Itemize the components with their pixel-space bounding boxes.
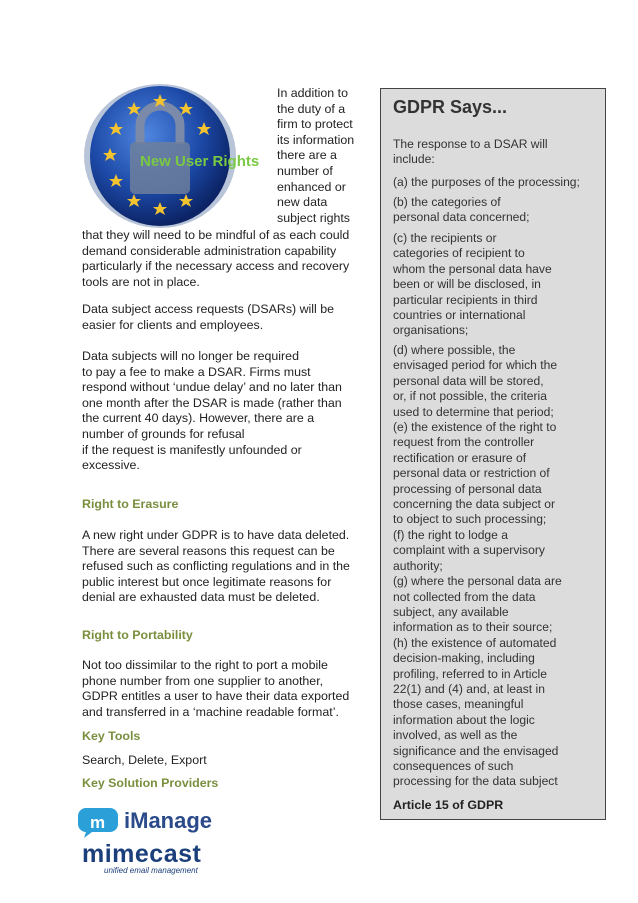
- dsar-paragraph-2: Data subjects will no longer be required to pay a fee to make a DSAR. Firms must respond without ‘undue delay’ and no later than one month after the DSAR is made (rather than the current 40 days). However, there are a number of grounds for refusal if the request is manifestly unfounded or excessive.: [82, 349, 342, 473]
- gdpr-intro: The response to a DSAR will include:: [393, 137, 548, 167]
- key-solution-providers-heading: Key Solution Providers: [82, 776, 219, 790]
- intro-wide-text: that they will need to be mindful of as each could demand considerable administration capability particularly if the necessary access and recovery tools are not in place.: [82, 228, 350, 289]
- gdpr-item-b: (b) the categories of personal data concerned;: [393, 195, 530, 225]
- imanage-wordmark: iManage: [124, 808, 213, 833]
- svg-text:m: m: [90, 813, 106, 832]
- image-caption: New User Rights: [140, 153, 260, 170]
- right-to-erasure-heading: Right to Erasure: [82, 497, 179, 511]
- dsar-paragraph-1: Data subject access requests (DSARs) will be easier for clients and employees.: [82, 302, 335, 332]
- portability-paragraph: Not too dissimilar to the right to port a mobile phone number from one supplier to another, GDPR entitles a user to have their data exported and transferred in a ‘machine readable format’.: [82, 658, 350, 719]
- gdpr-says-box: [380, 88, 606, 820]
- new-user-rights-image: [82, 82, 272, 232]
- key-tools-text: Search, Delete, Export: [82, 753, 207, 767]
- erasure-paragraph: A new right under GDPR is to have data deleted. There are several reasons this request can be refused such as conflicting regulations and in the public interest but once legitimate reasons for denial are exhausted data must be deleted.: [82, 528, 350, 605]
- gdpr-item-c: (c) the recipients or categories of recipient to whom the personal data have been or will be disclosed, in particular recipients in third countries or international organisations;: [393, 231, 552, 338]
- gdpr-items-d-to-h: (d) where possible, the envisaged period for which the personal data will be stored, or, if not possible, the criteria used to determine that period; (e) the existence of the right to request from the controller rectification or erasure of personal data or restriction of processing of personal data concerning the data subject or to object to such processing; (f) the right to lodge a complaint with a supervisory authority; (g) where the personal data are not collected from the data subject, any available information as to their source; (h) the existence of automated decision-making, including profiling, referred to in Article 22(1) and (4) and, at least in those cases, meaningful information about the logic involved, as well as the significance and the envisaged consequences of such processing for the data subject: [393, 343, 562, 789]
- right-to-portability-heading: Right to Portability: [82, 628, 193, 642]
- mimecast-logo: [80, 840, 230, 876]
- gdpr-says-title: GDPR Says...: [393, 97, 508, 117]
- gdpr-item-a: (a) the purposes of the processing;: [393, 175, 580, 189]
- gdpr-article-reference: Article 15 of GDPR: [393, 798, 504, 812]
- imanage-logo: [78, 800, 228, 838]
- key-tools-heading: Key Tools: [82, 729, 141, 743]
- intro-narrow-text: In addition to the duty of a firm to protect its information there are a number of enhanced or new data subject rights: [277, 86, 355, 225]
- mimecast-wordmark: mimecast: [82, 840, 202, 868]
- mimecast-tagline: unified email management: [104, 866, 198, 875]
